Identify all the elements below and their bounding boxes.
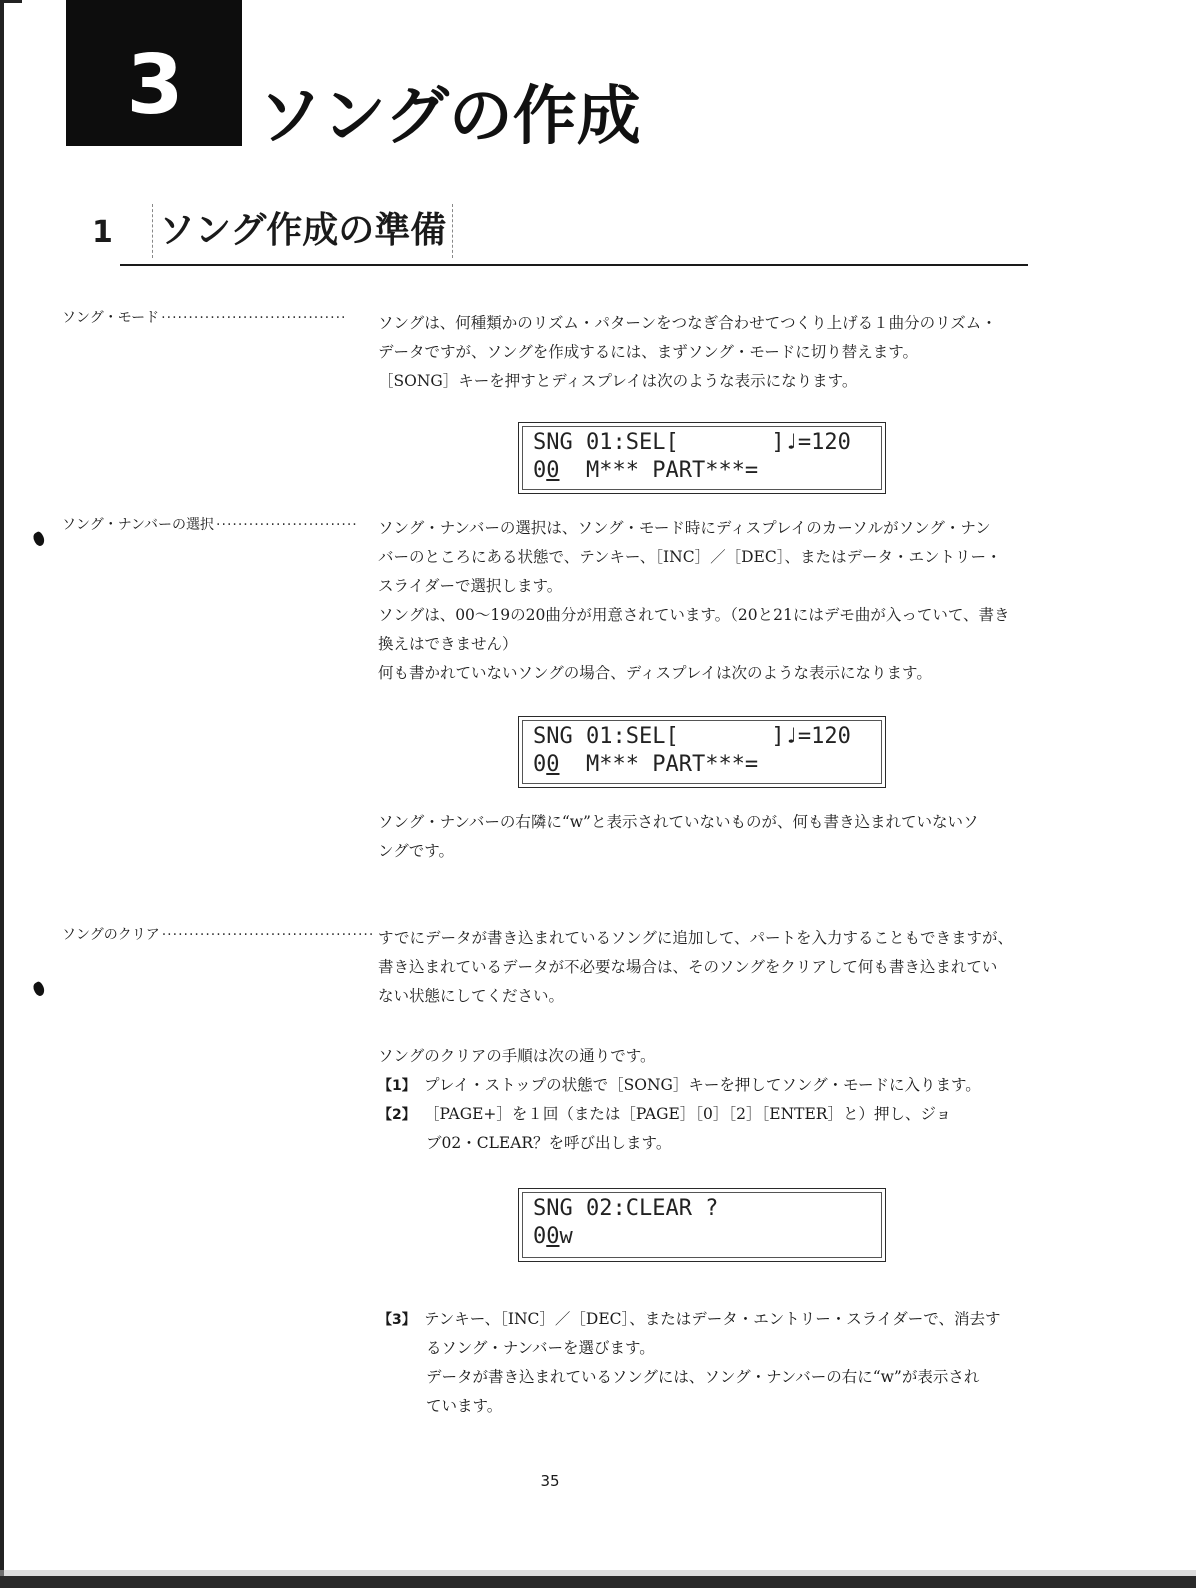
lcd-status-text: M*** PART***=: [559, 458, 759, 483]
side-label-text: ソング・ナンバーの選択: [62, 517, 215, 533]
procedure-step-3-note: [426, 1363, 1054, 1421]
side-label-song-number: [62, 512, 378, 538]
procedure-step-3-continued: るソング・ナンバーを選びます。: [426, 1339, 655, 1357]
text-line: ない状態にしてください。: [378, 987, 565, 1005]
page-corner-mark: [0, 0, 22, 3]
lcd-display-clear: [518, 1188, 886, 1262]
text-line: 書き込まれているデータが不必要な場合は、そのソングをクリアして何も書き込まれてい: [378, 958, 998, 976]
lcd-cursor-digit: 0: [546, 1224, 560, 1249]
lcd-line-2: [533, 751, 885, 779]
text-line: ています。: [426, 1397, 503, 1415]
text-line: バーのところにある状態で、テンキー、［INC］／［DEC］、またはデータ・エントリー・: [378, 548, 1002, 566]
step-text: テンキー、［INC］／［DEC］、またはデータ・エントリー・スライダーで、消去す: [424, 1310, 1001, 1328]
lcd-written-flag: w: [559, 1224, 573, 1249]
section-rule: [120, 264, 1028, 266]
margin-pen-mark: [31, 530, 47, 547]
text-line: ソング・ナンバーの右隣に“w”と表示されていないものが、何も書き込まれていないソ: [378, 813, 979, 831]
chapter-number: 3: [126, 38, 184, 133]
text-line: ［SONG］キーを押すとディスプレイは次のような表示になります。: [378, 372, 858, 390]
page-number: 35: [540, 1472, 560, 1490]
step-text: プレイ・ストップの状態で［SONG］キーを押してソング・モードに入ります。: [424, 1076, 981, 1094]
step-text: ［PAGE+］を１回（または［PAGE］［0］［2］［ENTER］と）押し、ジョ: [424, 1105, 952, 1123]
text-line: 換えはできません）: [378, 635, 518, 653]
step-marker: 【2】: [378, 1107, 416, 1123]
text-line: すでにデータが書き込まれているソングに追加して、パートを入力することもできますが、: [378, 929, 1014, 947]
step-marker: 【1】: [378, 1078, 416, 1094]
lcd-line-1: SNG 02:CLEAR ?: [533, 1196, 719, 1221]
scan-bottom-edge: [0, 1576, 1196, 1588]
lcd-line-2: [533, 1223, 885, 1251]
text-line: ソングは、00〜19の20曲分が用意されています。（20と21にはデモ曲が入っていて、書き: [378, 606, 1010, 624]
song-mode-paragraph: [378, 309, 1054, 396]
dotted-leader: ··································: [161, 310, 347, 326]
text-line: ソング・ナンバーの選択は、ソング・モード時にディスプレイのカーソルがソング・ナン: [378, 519, 991, 537]
text-line: スライダーで選択します。: [378, 577, 563, 595]
dotted-leader: ·······································: [161, 927, 375, 943]
lcd-display-empty-song: [518, 716, 886, 788]
lcd-line-1: SNG 01:SEL[ ]♩=120: [533, 430, 851, 455]
text-line: データが書き込まれているソングには、ソング・ナンバーの右に“w”が表示され: [426, 1368, 980, 1386]
chapter-title: ソングの作成: [258, 80, 641, 154]
text-line: ングです。: [378, 842, 454, 860]
text-line: 何も書かれていないソングの場合、ディスプレイは次のような表示になります。: [378, 664, 932, 682]
lcd-line-2: [533, 457, 885, 485]
lcd-display-song-select: [518, 422, 886, 494]
side-label-song-clear: [62, 922, 378, 948]
page-binding-edge: [0, 0, 4, 1588]
lcd-song-number: 0: [533, 752, 547, 777]
procedure-step-2-continued: ブ02・CLEAR？を呼び出します。: [426, 1134, 672, 1152]
song-number-note: [378, 808, 1054, 866]
procedure-step-1: [378, 1071, 1054, 1101]
lcd-cursor-digit: 0: [546, 752, 560, 777]
lcd-song-number: 0: [533, 1224, 547, 1249]
procedure-step-3: [378, 1305, 1054, 1335]
song-number-paragraph: [378, 514, 1054, 688]
dotted-leader: ··························: [216, 517, 358, 533]
section-title: ソング作成の準備: [152, 204, 453, 258]
song-clear-paragraph: [378, 924, 1054, 1011]
lcd-line-1: SNG 01:SEL[ ]♩=120: [533, 724, 851, 749]
side-label-text: ソング・モード: [62, 310, 160, 326]
step-marker: 【3】: [378, 1312, 416, 1328]
lcd-song-number: 0: [533, 458, 547, 483]
side-label-text: ソングのクリア: [62, 927, 160, 943]
lcd-cursor-digit: 0: [546, 458, 560, 483]
side-label-song-mode: [62, 305, 378, 331]
section-number: 1: [92, 215, 113, 250]
procedure-step-2: [378, 1100, 1054, 1130]
text-line: ソングは、何種類かのリズム・パターンをつなぎ合わせてつくり上げる１曲分のリズム・: [378, 314, 997, 332]
text-line: データですが、ソングを作成するには、まずソング・モードに切り替えます。: [378, 343, 919, 361]
margin-pen-mark: [31, 980, 47, 997]
lcd-status-text: M*** PART***=: [559, 752, 759, 777]
procedure-intro: ソングのクリアの手順は次の通りです。: [378, 1047, 656, 1065]
